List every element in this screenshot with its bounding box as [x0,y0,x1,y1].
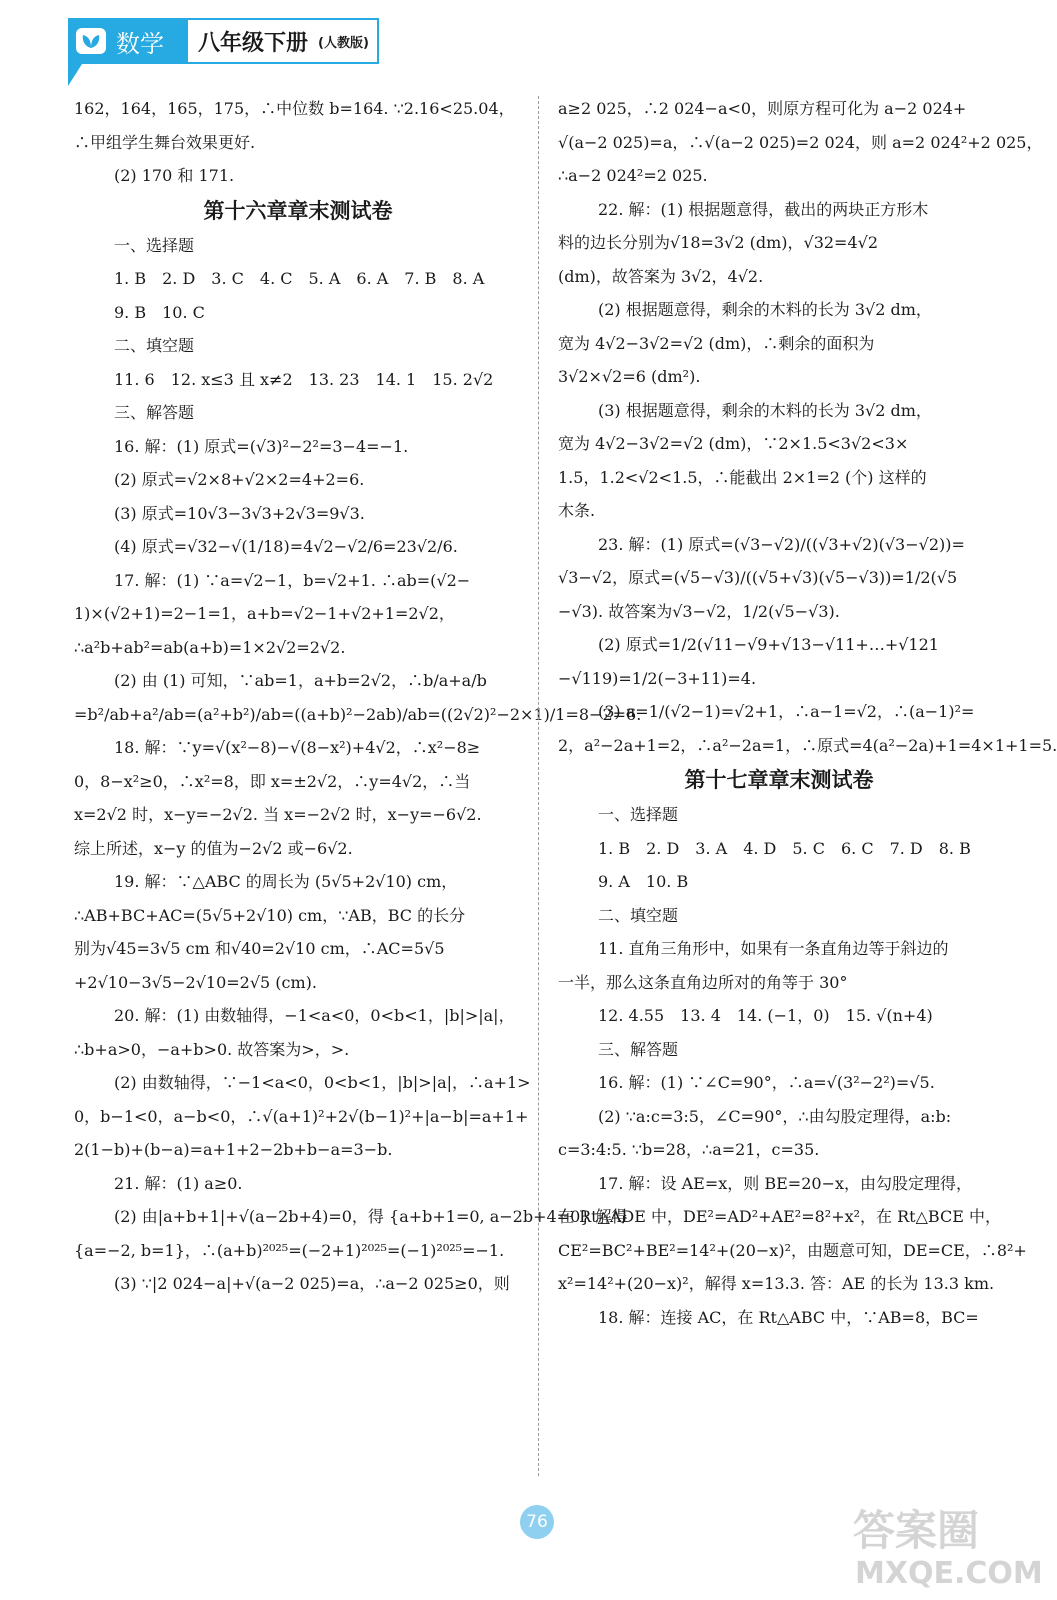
page-header [68,18,379,64]
text-line: 2(1−b)+(b−a)=a+1+2−2b+b−a=3−b. [74,1140,393,1159]
text-line: +2√10−3√5−2√10=2√5 (cm). [74,972,317,992]
text-line: 20. 解：(1) 由数轴得，−1<a<0，0<b<1，|b|>|a|， [114,1006,515,1025]
text-line: 18. 解：连接 AC，在 Rt△ABC 中，∵AB=8，BC= [598,1307,979,1327]
text-line: ∴甲组学生舞台效果更好. [74,132,256,152]
text-line: 11. 直角三角形中，如果有一条直角边等于斜边的 [598,939,949,958]
text-line: (2) 根据题意得，剩余的木料的长为 3√2 dm， [598,300,932,319]
page-number: 76 [520,1505,554,1539]
text-line: (2) 由|a+b+1|+√(a−2b+4)=0，得 {a+b+1=0, a−2b+4=0} 解得 [114,1207,628,1226]
text-line: 宽为 4√2−3√2=√2 (dm)，∴剩余的面积为 [558,333,875,353]
text-line: ∴a²b+ab²=ab(a+b)=1×2√2=2√2. [74,637,346,657]
leaf-logo-icon [76,28,106,54]
text-line: x²=14²+(20−x)²，解得 x=13.3. 答：AE 的长为 13.3 km. [558,1274,995,1293]
text-line: (dm)，故答案为 3√2，4√2. [558,266,764,286]
text-line: (2) 原式=1/2(√11−√9+√13−√11+…+√121 [598,635,939,654]
text-line: 一半，那么这条直角边所对的角等于 30° [558,972,848,992]
text-line: =b²/ab+a²/ab=(a²+b²)/ab=((a+b)²−2ab)/ab=((2√2)²−2×1)/1=8−2=6. [74,704,642,724]
text-line: (3) 根据题意得，剩余的木料的长为 3√2 dm， [598,400,932,420]
text-line: 16. 解：(1) 原式=(√3)²−2²=3−4=−1. [114,436,409,456]
text-line: √3−√2，原式=(√5−√3)/((√5+√3)(√5−√3))=1/2(√5 [558,568,958,587]
text-line: c=3:4:5. ∵b=28，∴a=21，c=35. [558,1140,820,1159]
text-line: 21. 解：(1) a≥0. [114,1173,243,1193]
text-line: √(a−2 025)=a，∴√(a−2 025)=2 024，则 a=2 024²+2 025， [558,132,1043,152]
text-line: 22. 解：(1) 根据题意得，截出的两块正方形木 [598,199,929,219]
text-line: 3√2×√2=6 (dm²). [558,367,701,386]
watermark-text: 答案圈 [853,1506,980,1555]
section-heading: 三、解答题 [598,1039,679,1059]
text-line: 1.5，1.2<√2<1.5，∴能截出 2×1=2 (个) 这样的 [558,467,927,487]
text-line: (3) 原式=10√3−3√3+2√3=9√3. [114,503,365,523]
watermark-logo [845,1495,1043,1591]
text-line: CE²=BC²+BE²=14²+(20−x)²，由题意可知，DE=CE，∴8²+ [558,1240,1027,1260]
text-line: (4) 原式=√32−√(1/18)=4√2−√2/6=23√2/6. [114,537,458,556]
text-line: 别为√45=3√5 cm 和√40=2√10 cm，∴AC=5√5 [74,939,445,958]
text-line: x=2√2 时，x−y=−2√2. 当 x=−2√2 时，x−y=−6√2. [74,805,482,824]
section-heading: 一、选择题 [598,805,679,824]
text-line: 1. B 2. D 3. A 4. D 5. C 6. C 7. D 8. B [598,838,971,858]
text-line: 11. 6 12. x≤3 且 x≠2 13. 23 14. 1 15. 2√2 [114,369,494,389]
text-line: 9. B 10. C [114,302,205,322]
section-heading: 二、填空题 [114,336,195,355]
right-column [558,92,1057,1334]
text-line: 宽为 4√2−3√2=√2 (dm)，∵2×1.5<3√2<3× [558,434,909,453]
chapter-title: 第十七章章末测试卷 [684,768,874,792]
subject-label: 数学 [116,29,164,58]
text-line: 在 Rt△ADE 中，DE²=AD²+AE²=8²+x²，在 Rt△BCE 中， [558,1207,1001,1226]
text-line: 0，b−1<0，a−b<0，∴√(a+1)²+2√(b−1)²+|a−b|=a+1+ [74,1106,529,1126]
watermark-url: MXQE.COM [855,1556,1043,1591]
text-line: 木条. [558,501,596,520]
edition-label: (人教版) [318,35,369,51]
section-heading: 一、选择题 [114,235,195,255]
text-line: 2，a²−2a+1=2，∴a²−2a=1，∴原式=4(a²−2a)+1=4×1+1=5. [558,735,1057,755]
text-line: a≥2 025，∴2 024−a<0，则原方程可化为 a−2 024+ [558,99,967,118]
text-line: 料的边长分别为√18=3√2 (dm)，√32=4√2 [558,233,879,252]
text-line: (2) 由 (1) 可知，∵ab=1，a+b=2√2，∴b/a+a/b [114,671,487,690]
text-line: ∴b+a>0，−a+b>0. 故答案为>，>. [74,1039,350,1059]
text-line: 12. 4.55 13. 4 14. (−1，0) 15. √(n+4) [598,1006,933,1025]
section-heading: 二、填空题 [598,905,679,925]
text-line: (2) 原式=√2×8+√2×2=4+2=6. [114,470,365,489]
text-line: ∴a−2 024²=2 025. [558,166,708,185]
grade-box [188,18,379,64]
text-line: −√3). 故答案为√3−√2，1/2(√5−√3). [558,601,840,621]
text-line: (3) a=1/(√2−1)=√2+1，∴a−1=√2，∴(a−1)²= [598,702,975,721]
text-line: ∴AB+BC+AC=(5√5+2√10) cm，∵AB，BC 的长分 [74,905,466,925]
text-line: 18. 解：∵y=√(x²−8)−√(8−x²)+4√2，∴x²−8≥ [114,738,481,757]
section-heading: 三、解答题 [114,403,195,422]
column-divider [538,96,539,1476]
text-line: 1. B 2. D 3. C 4. C 5. A 6. A 7. B 8. A [114,269,485,288]
subject-tab [68,18,188,64]
text-line: 17. 解：(1) ∵a=√2−1，b=√2+1. ∴ab=(√2− [114,570,471,590]
text-line: 1)×(√2+1)=2−1=1，a+b=√2−1+√2+1=2√2， [74,604,455,623]
text-line: (2) 170 和 171. [114,166,235,185]
text-line: −√119)=1/2(−3+11)=4. [558,668,757,688]
text-line: 17. 解：设 AE=x，则 BE=20−x，由勾股定理得， [598,1173,973,1193]
text-line: 19. 解：∵△ABC 的周长为 (5√5+2√10) cm， [114,872,458,891]
chapter-title: 第十六章章末测试卷 [203,198,393,223]
grade-label: 八年级下册 [198,30,309,56]
text-line: 9. A 10. B [598,872,689,891]
text-line: 16. 解：(1) ∵∠C=90°，∴a=√(3²−2²)=√5. [598,1073,935,1092]
text-line: (2) 由数轴得，∵−1<a<0，0<b<1，|b|>|a|，∴a+1> [114,1073,531,1092]
text-line: 162，164，165，175，∴中位数 b=164. ∵2.16<25.04， [74,99,515,118]
text-line: 23. 解：(1) 原式=(√3−√2)/((√3+√2)(√3−√2))= [598,534,965,554]
text-line: 综上所述，x−y 的值为−2√2 或−6√2. [74,838,353,858]
text-line: 0，8−x²≥0，∴x²=8，即 x=±2√2，∴y=4√2，∴当 [74,771,471,791]
text-line: (2) ∵a:c=3:5，∠C=90°，∴由勾股定理得，a:b: [598,1106,952,1126]
text-line: {a=−2, b=1}，∴(a+b)²⁰²⁵=(−2+1)²⁰²⁵=(−1)²⁰²⁵=−1. [74,1240,505,1260]
text-line: (3) ∵|2 024−a|+√(a−2 025)=a，∴a−2 025≥0，则 [114,1274,510,1293]
